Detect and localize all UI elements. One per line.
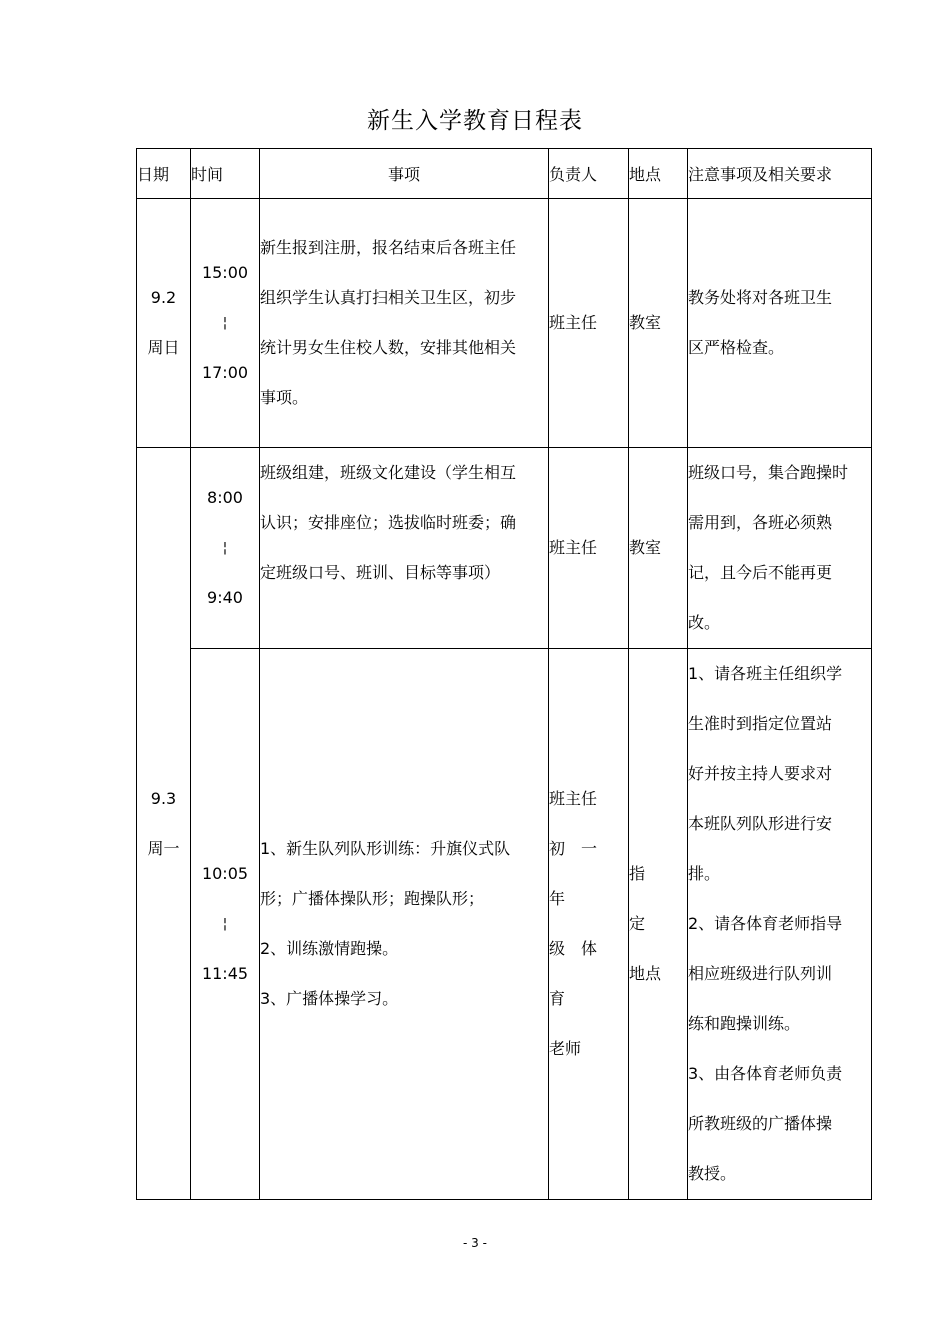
notes-line: 教授。: [688, 1164, 737, 1183]
header-owner: 负责人: [549, 149, 629, 199]
header-time: 时间: [191, 149, 260, 199]
time-start: 10:05: [201, 864, 249, 883]
date-value: 9.2: [150, 288, 177, 307]
page-title: 新生入学教育日程表: [367, 108, 583, 134]
place-line: 地点: [629, 964, 662, 983]
event-line: 认识；安排座位；选拔临时班委；确: [260, 513, 517, 532]
header-event: 事项: [260, 149, 549, 199]
time-start: 8:00: [207, 488, 243, 507]
owner-line: 班主任: [549, 789, 598, 808]
page-number: - 3 -: [463, 1236, 487, 1250]
place-cell: [629, 448, 688, 649]
event-cell: [260, 448, 549, 649]
header-notes: 注意事项及相关要求: [688, 149, 872, 199]
notes-line: 本班队列队形进行安: [688, 814, 833, 833]
owner-line: 初一年: [549, 839, 614, 908]
notes-line: 班级口号，集合跑操时: [688, 463, 849, 482]
place-line: 指定: [629, 864, 662, 933]
event-line: 形；广播体操队形；跑操队形；: [260, 889, 485, 908]
event-line: 1、新生队列队形训练：升旗仪式队: [260, 839, 511, 858]
notes-line: 练和跑操训练。: [688, 1014, 801, 1033]
notes-line: 需用到，各班必须熟: [688, 513, 833, 532]
owner-cell: [549, 199, 629, 448]
owner-line: 级体育: [549, 939, 614, 1008]
notes-line: 生准时到指定位置站: [688, 714, 833, 733]
time-cell: [191, 649, 260, 1200]
time-end: 9:40: [207, 588, 243, 607]
notes-line: 1、请各班主任组织学: [688, 664, 843, 683]
place-line: 教室: [629, 313, 662, 332]
notes-line: 教务处将对各班卫生: [688, 288, 833, 307]
table-header-row: [137, 149, 872, 199]
event-line: 3、广播体操学习。: [260, 989, 399, 1008]
place-cell: [629, 199, 688, 448]
event-line: 事项。: [260, 388, 309, 407]
notes-line: 2、请各体育老师指导: [688, 914, 843, 933]
time-end: 17:00: [201, 363, 249, 382]
event-line: 组织学生认真打扫相关卫生区，初步: [260, 288, 517, 307]
place-line: 教室: [629, 538, 662, 557]
time-separator: ¦: [222, 540, 228, 556]
notes-cell: [688, 649, 872, 1200]
event-line: 新生报到注册，报名结束后各班主任: [260, 238, 517, 257]
notes-line: 改。: [688, 613, 721, 632]
notes-line: 记，且今后不能再更: [688, 563, 833, 582]
header-date: 日期: [137, 149, 191, 199]
time-cell: [191, 199, 260, 448]
time-end: 11:45: [201, 964, 249, 983]
owner-cell: [549, 448, 629, 649]
schedule-table: [136, 148, 872, 1200]
owner-cell: [549, 649, 629, 1200]
notes-line: 好并按主持人要求对: [688, 764, 833, 783]
notes-line: 3、由各体育老师负责: [688, 1064, 843, 1083]
event-line: 班级组建，班级文化建设（学生相互: [260, 463, 517, 482]
table-row: [137, 448, 872, 649]
event-cell: [260, 649, 549, 1200]
date-cell: [137, 199, 191, 448]
time-separator: ¦: [222, 315, 228, 331]
weekday-value: 周日: [147, 338, 180, 357]
date-cell: [137, 448, 191, 1200]
notes-cell: [688, 448, 872, 649]
time-separator: ¦: [222, 916, 228, 932]
date-value: 9.3: [150, 788, 177, 808]
notes-cell: [688, 199, 872, 448]
place-cell: [629, 649, 688, 1200]
event-line: 定班级口号、班训、目标等事项）: [260, 563, 501, 582]
weekday-value: 周一: [147, 838, 180, 858]
event-cell: [260, 199, 549, 448]
notes-line: 相应班级进行队列训: [688, 964, 833, 983]
header-place: 地点: [629, 149, 688, 199]
owner-line: 班主任: [549, 538, 598, 557]
event-line: 2、训练激情跑操。: [260, 939, 399, 958]
table-row: [137, 199, 872, 448]
notes-line: 区严格检查。: [688, 338, 785, 357]
owner-line: 老师: [549, 1039, 582, 1058]
notes-line: 排。: [688, 864, 721, 883]
event-line: 统计男女生住校人数，安排其他相关: [260, 338, 517, 357]
time-cell: [191, 448, 260, 649]
owner-line: 班主任: [549, 313, 598, 332]
notes-line: 所教班级的广播体操: [688, 1114, 833, 1133]
time-start: 15:00: [201, 263, 249, 282]
table-row: [137, 649, 872, 1200]
